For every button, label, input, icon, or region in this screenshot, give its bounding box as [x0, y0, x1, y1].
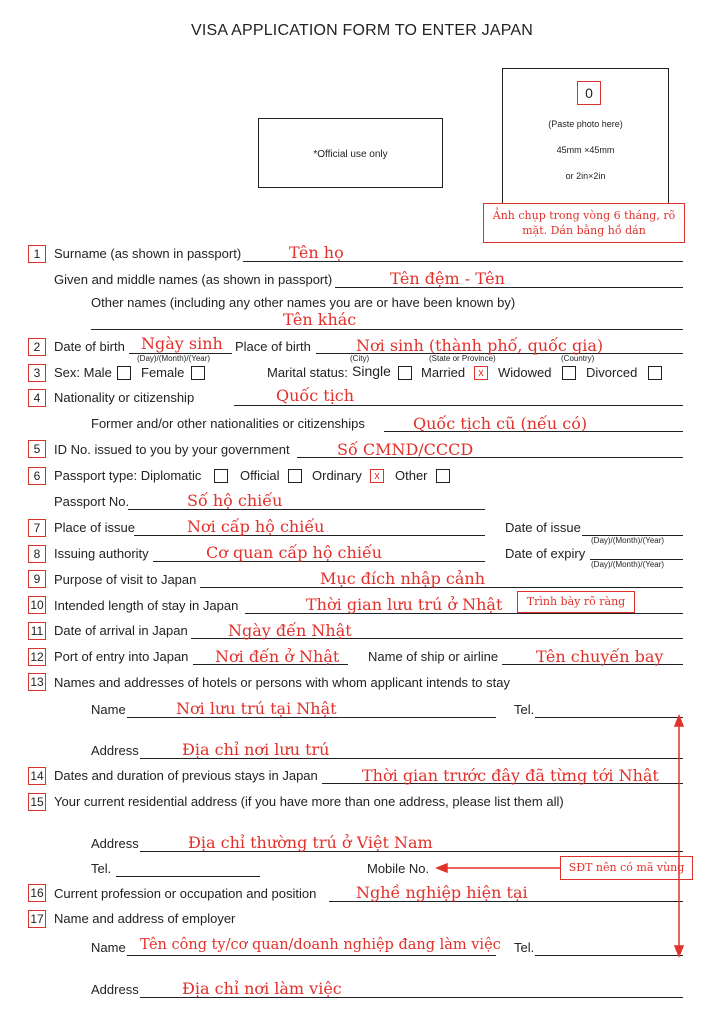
field-number: 5 — [28, 440, 46, 458]
marital-divorced-label: Divorced — [586, 365, 638, 380]
ship-label: Name of ship or airline — [368, 649, 499, 664]
other-names-value: Tên khác — [283, 310, 357, 329]
employer-name-label: Name — [91, 940, 126, 955]
passport-ordinary-label: Ordinary — [312, 468, 362, 483]
field-number: 7 — [28, 519, 46, 537]
dob-label: Date of birth — [54, 339, 125, 354]
profession-label: Current profession or occupation and position — [54, 886, 317, 901]
field-number: 8 — [28, 545, 46, 563]
dob-value: Ngày sinh — [141, 334, 223, 353]
sex-female-label: Female — [141, 365, 185, 380]
pob-state-sub: (State or Province) — [429, 354, 496, 363]
marital-single-label: Single — [352, 363, 391, 379]
field-number: 2 — [28, 338, 46, 356]
hotel-address-label: Address — [91, 743, 139, 758]
given-names-value: Tên đệm - Tên — [390, 269, 505, 288]
nationality-value: Quốc tịch — [276, 386, 355, 405]
surname-value: Tên họ — [289, 243, 344, 262]
arrival-value: Ngày đến Nhật — [228, 621, 352, 640]
field-number: 1 — [28, 245, 46, 263]
photo-number: 0 — [577, 81, 601, 105]
former-nationality-value: Quốc tịch cũ (nếu có) — [413, 414, 588, 433]
residential-label: Your current residential address (if you have more than one address, please list them all) — [54, 794, 564, 809]
given-names-label: Given and middle names (as shown in passport) — [54, 272, 333, 287]
photo-note: Ảnh chụp trong vòng 6 tháng, rõ mặt. Dán bằng hồ dán — [483, 203, 685, 243]
surname-label: Surname (as shown in passport) — [54, 246, 242, 261]
residential-address-value: Địa chỉ thường trú ở Việt Nam — [188, 833, 433, 852]
field-number: 16 — [28, 884, 46, 902]
arrival-label: Date of arrival in Japan — [54, 623, 188, 638]
place-issue-label: Place of issue — [54, 520, 135, 535]
length-value: Thời gian lưu trú ở Nhật — [306, 595, 503, 614]
marital-married-checkbox[interactable]: x — [474, 366, 488, 380]
ship-value: Tên chuyến bay — [536, 647, 664, 666]
tel-arrow-down-head — [675, 946, 683, 956]
port-value: Nơi đến ở Nhật — [215, 647, 340, 666]
authority-value: Cơ quan cấp hộ chiếu — [206, 543, 383, 562]
pob-city-sub: (City) — [350, 354, 370, 363]
marital-widowed-label: Widowed — [498, 365, 552, 380]
marital-married-label: Married — [421, 365, 466, 380]
photo-size-in: or 2in×2in — [565, 171, 606, 181]
hotel-address-value: Địa chỉ nơi lưu trú — [182, 740, 330, 759]
id-value: Số CMND/CCCD — [337, 440, 474, 459]
purpose-label: Purpose of visit to Japan — [54, 572, 197, 587]
passport-no-label: Passport No. — [54, 494, 130, 509]
pob-label: Place of birth — [235, 339, 311, 354]
employer-name-value: Tên công ty/cơ quan/doanh nghiệp đang làm việc — [140, 937, 501, 953]
previous-stays-label: Dates and duration of previous stays in Japan — [54, 768, 318, 783]
photo-paste-label: (Paste photo here) — [548, 119, 623, 129]
port-label: Port of entry into Japan — [54, 649, 189, 664]
passport-other-label: Other — [395, 468, 428, 483]
field-number: 10 — [28, 596, 46, 614]
date-expiry-label: Date of expiry — [505, 546, 586, 561]
hotels-label: Names and addresses of hotels or persons with whom applicant intends to stay — [54, 675, 510, 690]
residential-tel-label: Tel. — [91, 861, 112, 876]
passport-type-label: Passport type: Diplomatic — [54, 468, 202, 483]
passport-ordinary-checkbox[interactable]: x — [370, 469, 384, 483]
hotel-name-value: Nơi lưu trú tại Nhật — [176, 699, 337, 718]
passport-official-label: Official — [240, 468, 280, 483]
field-number: 12 — [28, 648, 46, 666]
field-number: 17 — [28, 910, 46, 928]
passport-no-value: Số hộ chiếu — [187, 491, 283, 510]
purpose-value: Mục đích nhập cảnh — [320, 569, 486, 588]
hotel-name-label: Name — [91, 702, 126, 717]
employer-tel-label: Tel. — [514, 940, 535, 955]
id-label: ID No. issued to you by your government — [54, 442, 290, 457]
field-number: 13 — [28, 673, 46, 691]
previous-stays-value: Thời gian trước đây đã từng tới Nhật — [362, 766, 659, 785]
residential-address-label: Address — [91, 836, 139, 851]
date-issue-format: (Day)/(Month)/(Year) — [591, 536, 665, 545]
mobile-arrow-head — [437, 864, 447, 872]
field-number: 14 — [28, 767, 46, 785]
mobile-label: Mobile No. — [367, 861, 430, 876]
dob-format: (Day)/(Month)/(Year) — [137, 354, 211, 363]
authority-label: Issuing authority — [54, 546, 149, 561]
field-number: 3 — [28, 364, 46, 382]
tel-arrow-up-head — [675, 716, 683, 726]
length-label: Intended length of stay in Japan — [54, 598, 239, 613]
date-expiry-format: (Day)/(Month)/(Year) — [591, 560, 665, 569]
profession-value: Nghề nghiệp hiện tại — [356, 883, 528, 902]
marital-status-label: Marital status: — [267, 365, 348, 380]
hotel-tel-label: Tel. — [514, 702, 535, 717]
nationality-label: Nationality or citizenship — [54, 390, 195, 405]
field-number: 6 — [28, 467, 46, 485]
pob-country-sub: (Country) — [561, 354, 595, 363]
pob-value: Nơi sinh (thành phố, quốc gia) — [356, 336, 604, 355]
photo-size-mm: 45mm ×45mm — [556, 145, 615, 155]
phone-note: SĐT nên có mã vùng — [560, 856, 693, 880]
official-use-label: *Official use only — [313, 149, 388, 160]
employer-label: Name and address of employer — [54, 911, 236, 926]
field-number: 9 — [28, 570, 46, 588]
employer-address-label: Address — [91, 982, 139, 997]
former-nationality-label: Former and/or other nationalities or citizenships — [91, 416, 365, 431]
date-issue-label: Date of issue — [505, 520, 581, 535]
field-number: 4 — [28, 389, 46, 407]
place-issue-value: Nơi cấp hộ chiếu — [187, 517, 325, 536]
form-title: VISA APPLICATION FORM TO ENTER JAPAN — [190, 22, 534, 39]
employer-address-value: Địa chỉ nơi làm việc — [182, 979, 342, 998]
field-number: 15 — [28, 793, 46, 811]
field-number: 11 — [28, 622, 46, 640]
sex-label: Sex: Male — [54, 365, 112, 380]
length-note: Trình bày rõ ràng — [517, 591, 635, 613]
other-names-label: Other names (including any other names you are or have been known by) — [91, 295, 516, 310]
